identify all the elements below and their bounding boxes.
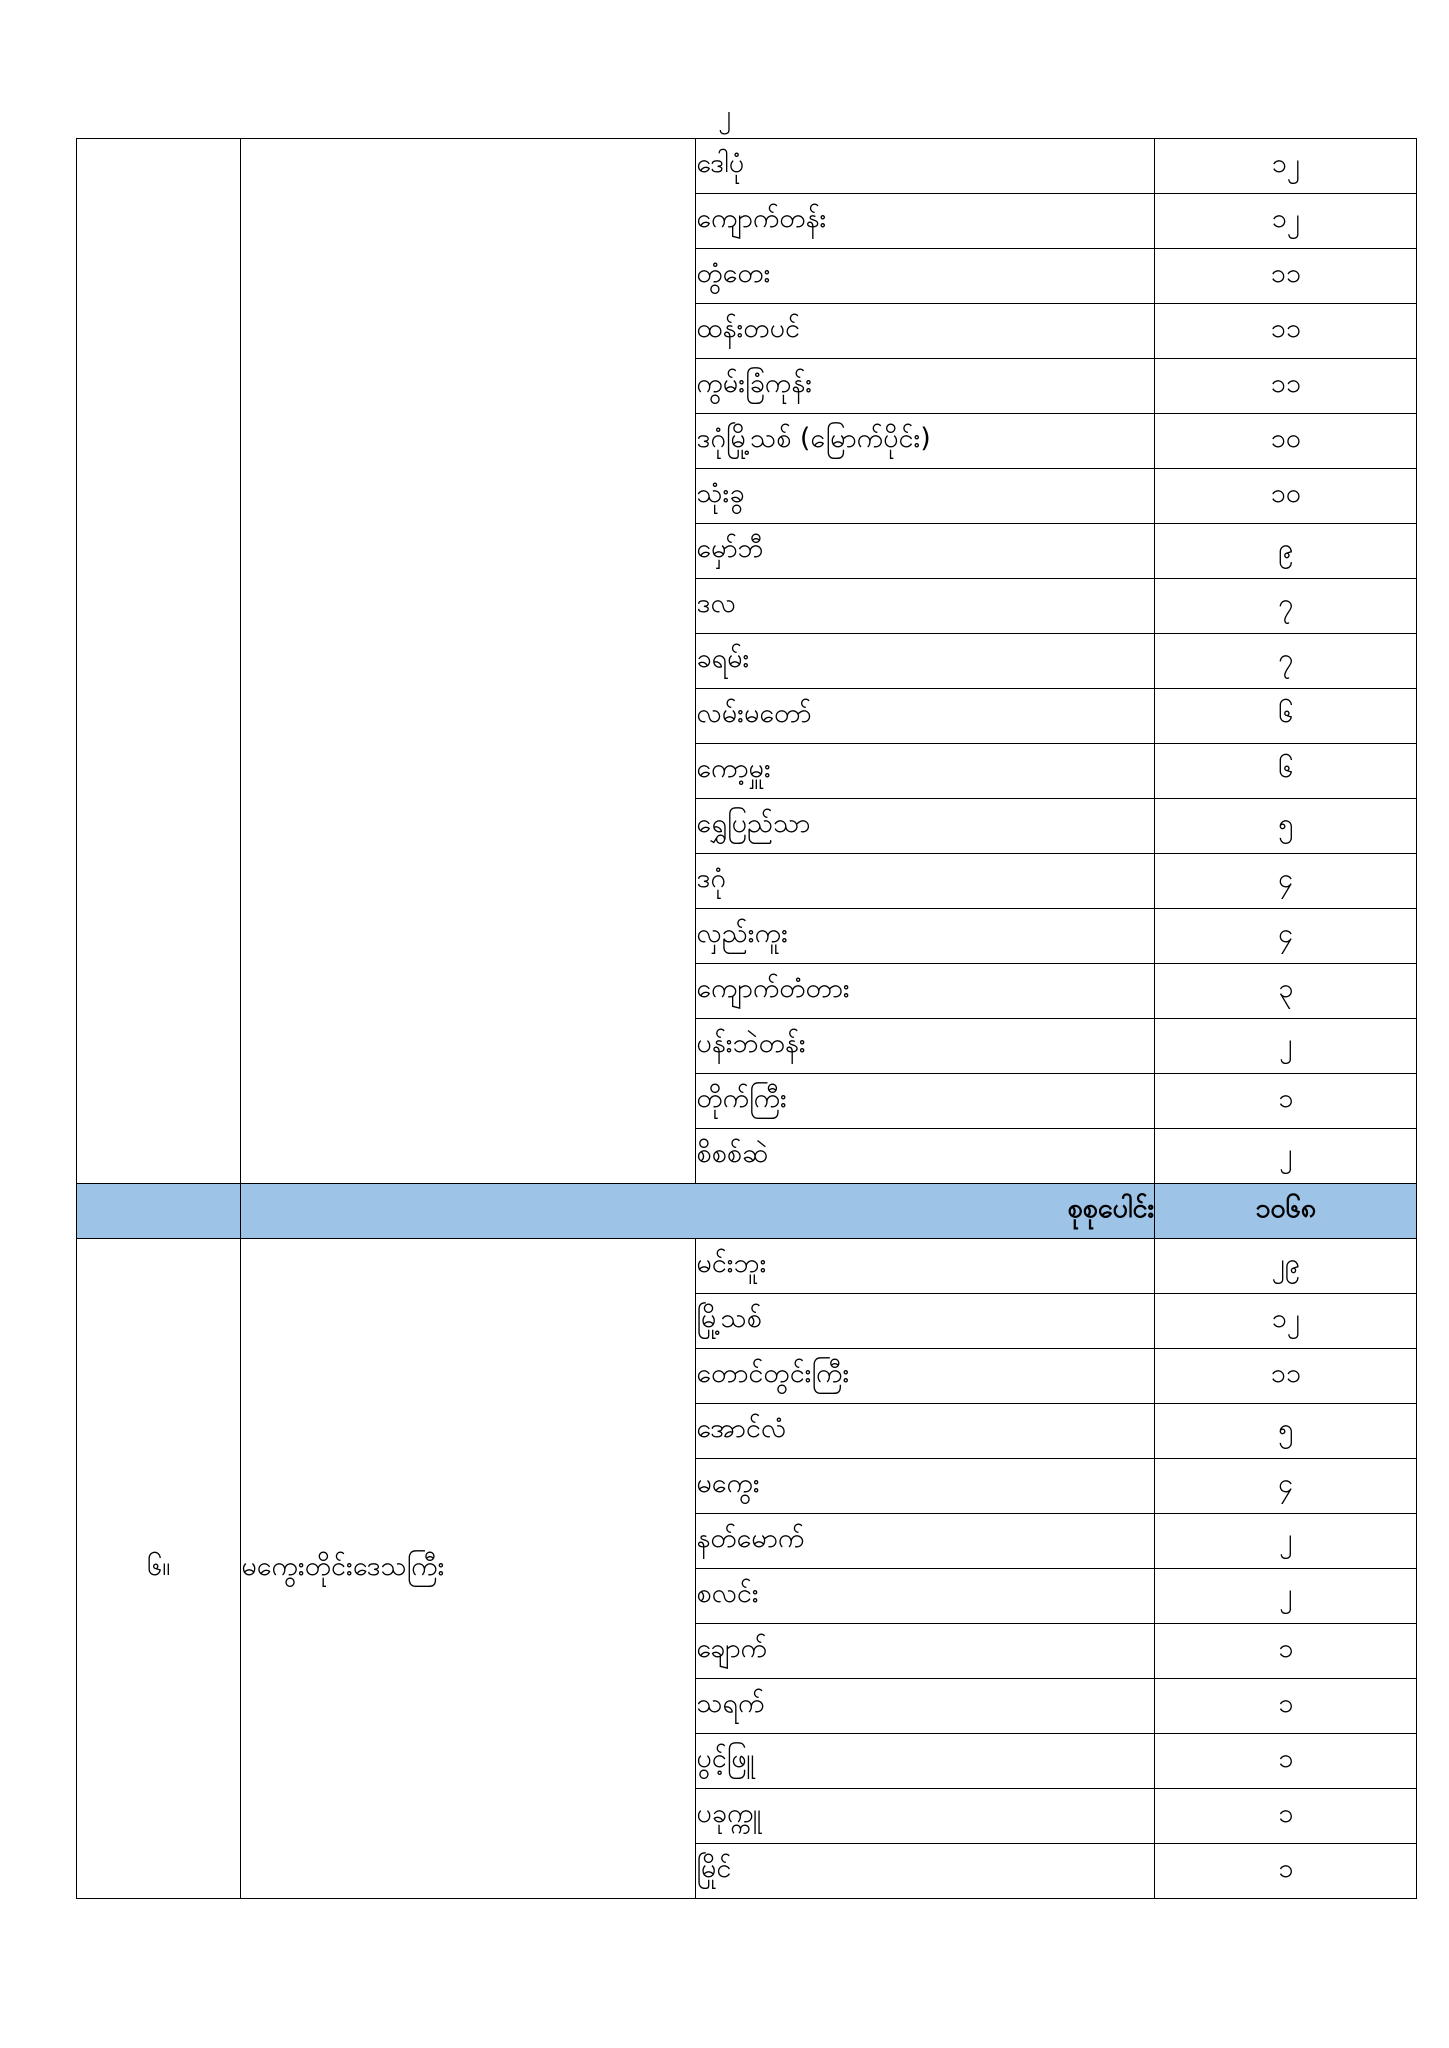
township-cell: တောင်တွင်းကြီး	[696, 1349, 1155, 1404]
count-cell: ၁	[1155, 1844, 1417, 1899]
page-number: ၂	[718, 100, 731, 130]
count-cell: ၁၁	[1155, 1349, 1417, 1404]
count-cell: ၄	[1155, 909, 1417, 964]
table-row	[77, 1239, 1417, 1294]
township-cell: ကျောက်တန်း	[696, 194, 1155, 249]
township-cell: တွံတေး	[696, 249, 1155, 304]
township-cell: ဒဂုံမြို့သစ် (မြောက်ပိုင်း)	[696, 414, 1155, 469]
count-cell: ၁	[1155, 1679, 1417, 1734]
township-cell: ဒဂုံ	[696, 854, 1155, 909]
count-cell: ၆	[1155, 744, 1417, 799]
count-cell: ၂	[1155, 1569, 1417, 1624]
total-row	[77, 1184, 1417, 1239]
township-cell: မြို့သစ်	[696, 1294, 1155, 1349]
count-cell: ၅	[1155, 799, 1417, 854]
count-cell: ၆	[1155, 689, 1417, 744]
count-cell: ၁	[1155, 1624, 1417, 1679]
count-cell: ၂	[1155, 1514, 1417, 1569]
township-cell: ဒေါပုံ	[696, 139, 1155, 194]
township-cell: ထန်းတပင်	[696, 304, 1155, 359]
township-cell: ကျောက်တံတား	[696, 964, 1155, 1019]
count-cell: ၁၁	[1155, 304, 1417, 359]
township-cell: မြိုင်	[696, 1844, 1155, 1899]
count-cell: ၁	[1155, 1734, 1417, 1789]
township-cell: ပခုက္ကူ	[696, 1789, 1155, 1844]
count-cell: ၃	[1155, 964, 1417, 1019]
count-cell: ၁	[1155, 1789, 1417, 1844]
table-row	[77, 139, 1417, 194]
count-cell: ၁	[1155, 1074, 1417, 1129]
region-cell: မကွေးတိုင်းဒေသကြီး	[241, 1239, 696, 1899]
township-cell: တိုက်ကြီး	[696, 1074, 1155, 1129]
township-cell: မင်းဘူး	[696, 1239, 1155, 1294]
township-cell: လမ်းမတော်	[696, 689, 1155, 744]
total-label: စုစုပေါင်း	[241, 1184, 1155, 1239]
township-cell: ဒလ	[696, 579, 1155, 634]
township-cell: လှည်းကူး	[696, 909, 1155, 964]
township-cell: မှော်ဘီ	[696, 524, 1155, 579]
region-cell	[241, 139, 696, 1184]
township-cell: မကွေး	[696, 1459, 1155, 1514]
township-cell: သုံးခွ	[696, 469, 1155, 524]
serial-number-cell: ၆။	[77, 1239, 241, 1899]
township-cell: စလင်း	[696, 1569, 1155, 1624]
count-cell: ၁၂	[1155, 139, 1417, 194]
count-cell: ၂၉	[1155, 1239, 1417, 1294]
township-cell: ခရမ်း	[696, 634, 1155, 689]
count-cell: ၁၂	[1155, 1294, 1417, 1349]
count-cell: ၂	[1155, 1019, 1417, 1074]
count-cell: ၅	[1155, 1404, 1417, 1459]
township-cell: အောင်လံ	[696, 1404, 1155, 1459]
township-cell: သရက်	[696, 1679, 1155, 1734]
township-cell: ကော့မှူး	[696, 744, 1155, 799]
township-cell: ပန်းဘဲတန်း	[696, 1019, 1155, 1074]
count-cell: ၄	[1155, 1459, 1417, 1514]
results-table	[76, 138, 1417, 1899]
total-value: ၁၀၆၈	[1155, 1184, 1417, 1239]
count-cell: ၇	[1155, 579, 1417, 634]
count-cell: ၁၁	[1155, 359, 1417, 414]
serial-number-cell	[77, 139, 241, 1184]
count-cell: ၂	[1155, 1129, 1417, 1184]
township-cell: ရွှေပြည်သာ	[696, 799, 1155, 854]
count-cell: ၄	[1155, 854, 1417, 909]
township-cell: စိစစ်ဆဲ	[696, 1129, 1155, 1184]
count-cell: ၇	[1155, 634, 1417, 689]
count-cell: ၁၀	[1155, 414, 1417, 469]
count-cell: ၉	[1155, 524, 1417, 579]
count-cell: ၁၂	[1155, 194, 1417, 249]
count-cell: ၁၁	[1155, 249, 1417, 304]
count-cell: ၁၀	[1155, 469, 1417, 524]
township-cell: ကွမ်းခြံကုန်း	[696, 359, 1155, 414]
township-cell: ချောက်	[696, 1624, 1155, 1679]
township-cell: ပွင့်ဖြူ	[696, 1734, 1155, 1789]
township-cell: နတ်မောက်	[696, 1514, 1155, 1569]
total-empty-cell	[77, 1184, 241, 1239]
